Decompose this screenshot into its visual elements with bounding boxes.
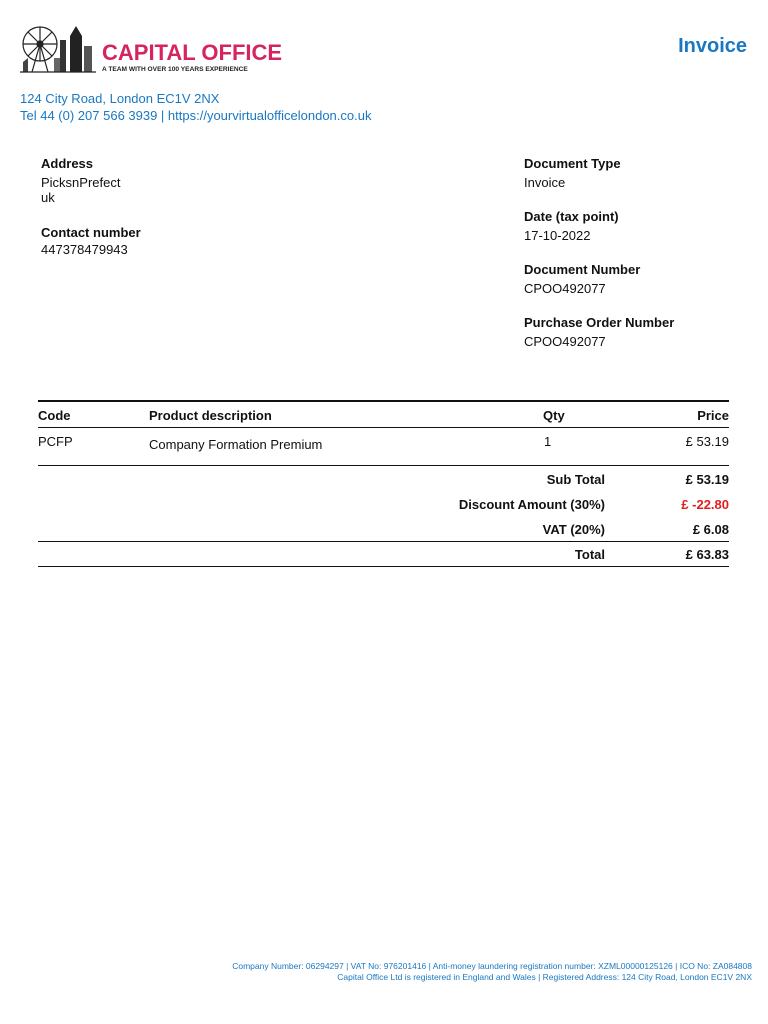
- company-contact: [20, 90, 371, 124]
- total-value: £ 63.83: [685, 547, 729, 562]
- brand-name: CAPITAL OFFICE: [102, 40, 283, 65]
- address-line: PicksnPrefect: [41, 175, 121, 190]
- page-footer: [0, 961, 752, 983]
- row-rule: [38, 465, 729, 466]
- document-type-label: Document Type: [524, 156, 621, 171]
- total-label: Total: [574, 547, 605, 562]
- footer-registered-address: Capital Office Ltd is registered in England and Wales | Registered Address: 124 City Road, London EC1V 2NX: [337, 972, 752, 982]
- company-address: 124 City Road, London EC1V 2NX: [20, 91, 220, 106]
- company-tel-website[interactable]: Tel 44 (0) 207 566 3939 | https://yourvirtualofficelondon.co.uk: [20, 108, 372, 123]
- address-line: uk: [41, 190, 55, 205]
- header-code: Code: [38, 408, 71, 423]
- document-title: Invoice: [678, 35, 747, 57]
- po-number-value: CPOO492077: [524, 334, 606, 349]
- document-number-label: Document Number: [524, 262, 641, 277]
- header-rule: [38, 427, 729, 428]
- london-skyline-icon: [20, 26, 96, 72]
- row-qty: 1: [544, 434, 552, 449]
- row-price: £ 53.19: [685, 434, 729, 449]
- subtotal-label: Sub Total: [546, 472, 605, 487]
- footer-registration: Company Number: 06294297 | VAT No: 976201416 | Anti-money laundering registration number: XZML00000125126 | ICO No: ZA084808: [232, 961, 752, 971]
- customer-block: [41, 156, 341, 257]
- table-top-rule: [38, 400, 729, 402]
- date-value: 17-10-2022: [524, 228, 591, 243]
- header-description: Product description: [149, 408, 272, 423]
- po-number-label: Purchase Order Number: [524, 315, 675, 330]
- company-logo: [20, 22, 283, 74]
- header-qty: Qty: [543, 408, 565, 423]
- contact-value: 447378479943: [41, 242, 128, 257]
- document-number-value: CPOO492077: [524, 281, 606, 296]
- brand-tagline: A TEAM WITH OVER 100 YEARS EXPERIENCE: [102, 66, 248, 73]
- subtotal-value: £ 53.19: [685, 472, 729, 487]
- document-type-value: Invoice: [524, 175, 566, 190]
- discount-label: Discount Amount (30%): [458, 497, 605, 512]
- row-description: Company Formation Premium: [149, 437, 323, 452]
- vat-value: £ 6.08: [692, 522, 729, 537]
- invoice-table: [38, 400, 729, 570]
- vat-label: VAT (20%): [542, 522, 605, 537]
- document-details: [524, 156, 744, 349]
- contact-label: Contact number: [41, 225, 141, 240]
- address-label: Address: [41, 156, 94, 171]
- total-rule-bottom: [38, 566, 729, 567]
- total-rule-top: [38, 541, 729, 542]
- date-label: Date (tax point): [524, 209, 619, 224]
- header-price: Price: [697, 408, 729, 423]
- row-code: PCFP: [38, 434, 73, 449]
- discount-value: £ -22.80: [681, 497, 729, 512]
